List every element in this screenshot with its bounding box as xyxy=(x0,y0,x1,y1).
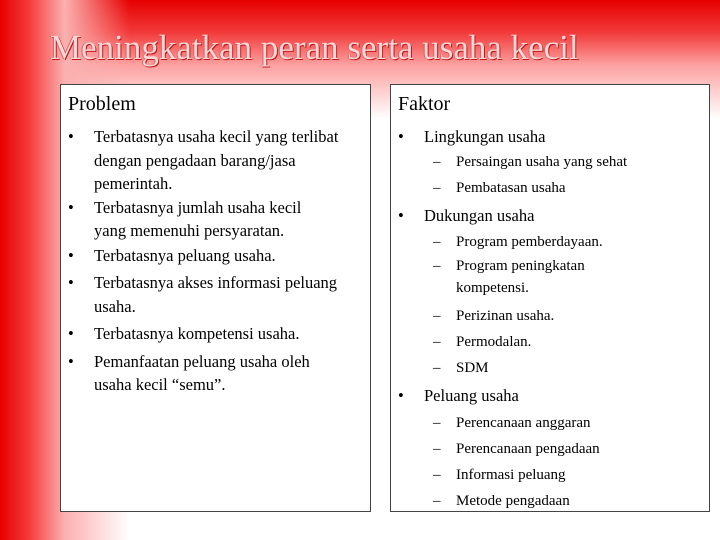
problem-item-text: Terbatasnya jumlah usaha kecil yang memenuhi persyaratan. xyxy=(94,197,302,240)
bullet-icon: • xyxy=(68,351,74,371)
bullet-icon: • xyxy=(398,206,404,225)
faktor-subitem xyxy=(433,410,591,436)
faktor-subitem xyxy=(433,255,656,299)
faktor-group-label: Peluang usaha xyxy=(424,386,519,405)
dash-icon: – xyxy=(433,180,441,196)
problem-item xyxy=(68,322,363,346)
problem-item-text: Terbatasnya akses informasi peluang usaha. xyxy=(94,273,338,316)
bullet-icon: • xyxy=(398,386,404,405)
faktor-subitem-text: Pembatasan usaha xyxy=(456,180,566,196)
faktor-subitem-text: Perencanaan pengadaan xyxy=(456,441,600,457)
faktor-subitem-text: Persaingan usaha yang sehat xyxy=(456,154,628,170)
faktor-subitem xyxy=(433,329,531,355)
faktor-subitem-text: Metode pengadaan xyxy=(456,493,570,509)
faktor-subitem xyxy=(433,355,489,381)
dash-icon: – xyxy=(433,415,441,431)
slide-title: Meningkatkan peran serta usaha kecil xyxy=(50,28,579,67)
faktor-subitem-text: Perencanaan anggaran xyxy=(456,415,591,431)
faktor-subitem-text: Program peningkatan kompetensi. xyxy=(456,258,585,296)
faktor-group-label: Dukungan usaha xyxy=(424,206,535,225)
problem-heading: Problem xyxy=(68,93,136,115)
faktor-subitem-text: SDM xyxy=(456,360,489,376)
problem-item-text: Pemanfaatan peluang usaha oleh usaha kecil “semu”. xyxy=(94,351,310,394)
problem-item xyxy=(68,244,363,268)
problem-item xyxy=(68,196,363,243)
faktor-subitem xyxy=(433,462,566,488)
faktor-group-label: Lingkungan usaha xyxy=(424,127,546,146)
dash-icon: – xyxy=(433,493,441,509)
dash-icon: – xyxy=(433,154,441,170)
bullet-icon: • xyxy=(68,245,74,265)
dash-icon: – xyxy=(433,258,441,274)
problem-item-text: Terbatasnya kompetensi usaha. xyxy=(94,324,300,343)
dash-icon: – xyxy=(433,467,441,483)
dash-icon: – xyxy=(433,308,441,324)
problem-item xyxy=(68,125,363,196)
bullet-icon: • xyxy=(68,273,74,292)
bullet-icon: • xyxy=(398,127,404,146)
faktor-subitem xyxy=(433,436,600,462)
faktor-subitem xyxy=(433,303,554,329)
bullet-icon: • xyxy=(68,197,74,217)
dash-icon: – xyxy=(433,441,441,457)
problem-item xyxy=(68,271,363,318)
dash-icon: – xyxy=(433,234,441,250)
bullet-icon: • xyxy=(68,324,74,343)
faktor-panel xyxy=(390,84,710,512)
problem-item xyxy=(68,350,363,397)
faktor-subitem-text: Program pemberdayaan. xyxy=(456,234,603,250)
faktor-subitem xyxy=(433,229,603,255)
dash-icon: – xyxy=(433,334,441,350)
faktor-group xyxy=(398,384,519,408)
faktor-group xyxy=(398,125,545,149)
faktor-subitem-text: Informasi peluang xyxy=(456,467,566,483)
problem-item-text: Terbatasnya usaha kecil yang terlibat dengan pengadaan barang/jasa pemerintah. xyxy=(94,127,339,193)
bullet-icon: • xyxy=(68,127,74,146)
problem-list xyxy=(68,125,363,397)
faktor-subitem-text: Perizinan usaha. xyxy=(456,308,555,324)
faktor-heading: Faktor xyxy=(398,93,451,115)
dash-icon: – xyxy=(433,360,441,376)
problem-panel xyxy=(60,84,371,512)
faktor-subitem xyxy=(433,488,570,514)
faktor-subitem-text: Permodalan. xyxy=(456,334,532,350)
problem-item-text: Terbatasnya peluang usaha. xyxy=(94,245,276,265)
faktor-subitem xyxy=(433,149,627,175)
faktor-subitem xyxy=(433,175,566,201)
faktor-group xyxy=(398,204,534,228)
